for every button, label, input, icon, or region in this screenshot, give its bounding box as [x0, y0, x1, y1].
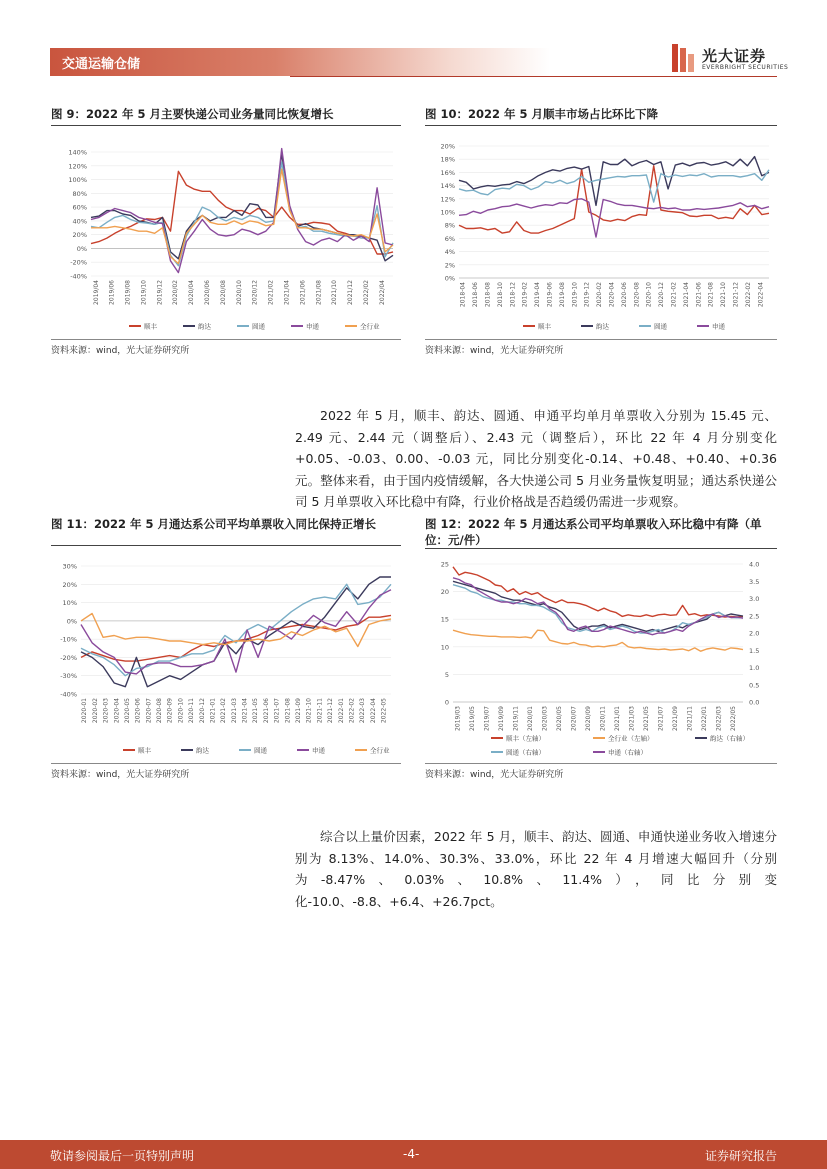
x-tick-label: 2021/09 — [671, 706, 679, 731]
x-tick-label: 2020/03 — [541, 706, 549, 731]
x-tick-label: 2020/04 — [188, 280, 196, 305]
x-tick-label: 2020-06 — [620, 282, 628, 308]
figure-12-bottom-rule — [425, 763, 777, 764]
x-tick-label: 2020-12 — [198, 698, 206, 724]
legend-label: 韵达 — [596, 322, 609, 331]
x-tick-label: 2018-06 — [472, 282, 480, 308]
x-tick-label: 2022/04 — [378, 280, 386, 305]
x-tick-label: 2019-02 — [521, 282, 529, 308]
x-tick-label: 2020-04 — [608, 282, 616, 308]
series-line — [91, 162, 393, 265]
y-tick-label: 20% — [72, 231, 87, 240]
y-tick-label: 14% — [440, 182, 455, 191]
x-tick-label: 2020/08 — [219, 280, 227, 305]
figure-9-bottom-rule — [51, 339, 401, 340]
x-tick-label: 2021-04 — [241, 698, 249, 724]
y-tick-label: -40% — [70, 272, 87, 281]
x-tick-label: 2021/02 — [267, 280, 275, 305]
x-tick-label: 2021/11 — [686, 706, 694, 731]
y-tick-label: 2% — [444, 261, 455, 270]
figure-10-title: 图 10：2022 年 5 月顺丰市场占比环比下降 — [425, 107, 659, 121]
y-right-tick-label: 2.0 — [749, 629, 760, 638]
y-tick-label: 15 — [440, 615, 449, 624]
y-tick-label: 25 — [440, 560, 449, 569]
x-tick-label: 2019-06 — [546, 282, 554, 308]
figure-11-source: 资料来源：wind，光大证券研究所 — [51, 770, 190, 780]
series-line — [453, 567, 743, 617]
x-tick-label: 2019/04 — [92, 280, 100, 305]
footer-report-type: 证券研究报告 — [704, 1149, 777, 1163]
y-tick-label: -10% — [60, 635, 77, 644]
x-tick-label: 2020/05 — [555, 706, 563, 731]
x-tick-label: 2021-09 — [295, 698, 302, 724]
y-right-tick-label: 3.0 — [749, 595, 760, 603]
figure-10-bottom-rule — [425, 339, 777, 340]
figure-11-bottom-rule — [51, 763, 401, 764]
x-tick-label: 2019/10 — [140, 280, 148, 305]
y-tick-label: 10% — [440, 208, 455, 217]
x-tick-label: 2022/02 — [362, 280, 370, 305]
figure-9-chart — [51, 130, 401, 338]
x-tick-label: 2020-10 — [177, 698, 185, 724]
x-tick-label: 2021/10 — [331, 280, 339, 305]
y-tick-label: 10 — [440, 643, 449, 652]
y-tick-label: -40% — [60, 690, 77, 699]
x-tick-label: 2020-03 — [102, 698, 110, 724]
x-tick-label: 2021/04 — [283, 280, 291, 305]
y-tick-label: 18% — [440, 155, 455, 164]
x-tick-label: 2021-02 — [220, 698, 228, 724]
x-tick-label: 2021-02 — [670, 282, 678, 308]
x-tick-label: 2019-10 — [571, 282, 579, 308]
x-tick-label: 2018-04 — [459, 282, 467, 308]
x-tick-label: 2022-01 — [337, 698, 345, 724]
series-line — [459, 170, 769, 202]
x-tick-label: 2021-06 — [262, 698, 270, 724]
x-tick-label: 2021/05 — [642, 706, 650, 731]
legend-label: 圆通 — [252, 322, 265, 331]
y-tick-label: 20% — [440, 142, 455, 151]
x-tick-label: 2021/03 — [628, 706, 636, 731]
y-tick-label: 140% — [68, 148, 87, 157]
x-tick-label: 2021-10 — [720, 282, 728, 308]
x-tick-label: 2021-06 — [695, 282, 703, 308]
legend-label: 申通 — [312, 746, 325, 755]
x-tick-label: 2021-10 — [305, 698, 313, 724]
y-tick-label: 6% — [444, 234, 455, 243]
x-tick-label: 2021-08 — [707, 282, 715, 308]
x-tick-label: 2018-08 — [484, 282, 492, 308]
y-tick-label: 120% — [68, 162, 87, 171]
series-line — [81, 584, 391, 675]
legend-label: 圆通（右轴） — [506, 748, 545, 757]
paragraph-business-revenue — [295, 826, 777, 912]
brand-name: 光大证券 — [702, 47, 767, 65]
x-tick-label: 2020/01 — [526, 706, 534, 731]
x-tick-label: 2019/03 — [454, 706, 462, 731]
y-right-tick-label: 1.5 — [749, 646, 760, 655]
x-tick-label: 2021/07 — [657, 706, 665, 731]
x-tick-label: 2020/10 — [235, 280, 243, 305]
y-right-tick-label: 4.0 — [749, 560, 760, 569]
x-tick-label: 2020/07 — [570, 706, 578, 731]
figure-12-rule — [425, 548, 777, 549]
y-right-tick-label: 2.5 — [749, 612, 760, 621]
legend-label: 顺丰（左轴） — [506, 734, 545, 743]
x-tick-label: 2022-04 — [369, 698, 377, 724]
y-tick-label: 16% — [440, 168, 455, 177]
x-tick-label: 2020-11 — [188, 698, 196, 724]
x-tick-label: 2020-09 — [166, 698, 174, 724]
x-tick-label: 2022-05 — [380, 698, 388, 724]
legend-label: 韵达（右轴） — [710, 734, 749, 743]
x-tick-label: 2020-08 — [156, 698, 164, 724]
legend-label: 全行业 — [360, 322, 380, 331]
x-tick-label: 2019-04 — [534, 282, 542, 308]
legend-label: 顺丰 — [138, 746, 151, 755]
x-tick-label: 2022/01 — [700, 706, 708, 731]
y-tick-label: 80% — [72, 189, 87, 198]
y-right-tick-label: 0.0 — [749, 698, 760, 707]
y-tick-label: 5 — [444, 670, 449, 679]
x-tick-label: 2020-10 — [645, 282, 653, 308]
x-tick-label: 2021-03 — [230, 698, 238, 724]
y-tick-label: 12% — [440, 195, 455, 204]
series-line — [453, 630, 743, 651]
brand-logo-icon — [672, 44, 694, 72]
x-tick-label: 2019-12 — [583, 282, 591, 308]
y-tick-label: 60% — [72, 203, 87, 212]
legend-label: 圆通 — [254, 746, 267, 755]
figure-12-source: 资料来源：wind，光大证券研究所 — [425, 770, 564, 780]
x-tick-label: 2021-11 — [316, 698, 324, 724]
figure-9-source: 资料来源：wind，光大证券研究所 — [51, 346, 190, 356]
x-tick-label: 2020/02 — [172, 280, 180, 305]
legend-label: 申通（右轴） — [608, 748, 647, 757]
x-tick-label: 2021-05 — [252, 698, 260, 724]
y-tick-label: 0% — [66, 617, 77, 626]
x-tick-label: 2019/11 — [512, 706, 520, 731]
x-tick-label: 2022/03 — [715, 706, 723, 731]
x-tick-label: 2021/12 — [347, 280, 355, 305]
legend-label: 顺丰 — [144, 322, 157, 331]
series-line — [91, 171, 393, 254]
figure-9-title: 图 9：2022 年 5 月主要快递公司业务量同比恢复增长 — [51, 107, 334, 121]
figure-12-chart — [425, 552, 777, 762]
page-footer — [0, 1140, 827, 1169]
y-tick-label: 0% — [444, 274, 455, 283]
paragraph-text: 综合以上量价因素，2022 年 5 月，顺丰、韵达、圆通、申通快递业务收入增速分别为 8.13%、14.0%、30.3%、33.0%，环比 22 年 4 月增速大幅回升（分别为-8.47%、0.03%、10.8%、11.4%），同比分别变化-10.0、-8.8、+6.4、+26.7pct。 — [295, 829, 777, 909]
y-tick-label: -20% — [70, 258, 87, 267]
figure-11-chart — [51, 550, 401, 762]
x-tick-label: 2021-04 — [682, 282, 690, 308]
x-tick-label: 2022-03 — [359, 698, 367, 724]
y-tick-label: 100% — [68, 176, 87, 185]
y-tick-label: 20% — [62, 580, 77, 589]
y-tick-label: 30% — [62, 562, 77, 571]
page-number: -4- — [403, 1147, 420, 1161]
x-tick-label: 2019-08 — [558, 282, 566, 308]
x-tick-label: 2021-08 — [284, 698, 292, 724]
y-tick-label: 10% — [62, 599, 77, 608]
legend-label: 全行业 — [370, 746, 390, 755]
section-title: 交通运输仓储 — [62, 57, 141, 72]
x-tick-label: 2021/01 — [613, 706, 621, 731]
legend-label: 圆通 — [654, 322, 667, 331]
y-tick-label: -30% — [60, 672, 77, 681]
figure-12-title: 图 12：2022 年 5 月通达系公司平均单票收入环比稳中有降（单位：元/件） — [425, 517, 762, 547]
x-tick-label: 2022/05 — [729, 706, 737, 731]
footer-disclaimer: 敬请参阅最后一页特别声明 — [50, 1149, 195, 1163]
x-tick-label: 2020/06 — [204, 280, 212, 305]
x-tick-label: 2019/06 — [108, 280, 116, 305]
x-tick-label: 2019/12 — [156, 280, 164, 305]
series-line — [81, 614, 391, 647]
x-tick-label: 2019/07 — [483, 706, 491, 731]
x-tick-label: 2020-07 — [145, 698, 153, 724]
paragraph-unit-revenue — [295, 405, 777, 513]
x-tick-label: 2020-12 — [658, 282, 666, 308]
y-right-tick-label: 3.5 — [749, 577, 760, 586]
series-line — [459, 157, 769, 206]
x-tick-label: 2020-05 — [123, 698, 131, 724]
legend-label: 申通 — [712, 322, 725, 331]
y-right-tick-label: 0.5 — [749, 681, 760, 690]
y-tick-label: 20 — [440, 588, 449, 597]
x-tick-label: 2021-01 — [209, 698, 217, 724]
legend-label: 全行业（左轴） — [608, 734, 654, 743]
x-tick-label: 2021/08 — [315, 280, 323, 305]
x-tick-label: 2022-02 — [744, 282, 752, 308]
legend-label: 顺丰 — [538, 322, 551, 331]
x-tick-label: 2020/11 — [599, 706, 607, 731]
x-tick-label: 2021-12 — [327, 698, 335, 724]
figure-9-rule — [51, 125, 401, 126]
y-tick-label: -20% — [60, 653, 77, 662]
x-tick-label: 2020-08 — [633, 282, 641, 308]
x-tick-label: 2019/08 — [124, 280, 132, 305]
x-tick-label: 2022-04 — [757, 282, 765, 308]
legend-label: 申通 — [306, 322, 319, 331]
legend-label: 韵达 — [196, 746, 209, 755]
x-tick-label: 2020-01 — [81, 698, 89, 724]
x-tick-label: 2018-10 — [496, 282, 504, 308]
x-tick-label: 2021/06 — [299, 280, 307, 305]
x-tick-label: 2020-02 — [91, 698, 99, 724]
brand-name-en: EVERBRIGHT SECURITIES — [702, 64, 789, 71]
y-tick-label: 0 — [444, 698, 449, 707]
x-tick-label: 2019/09 — [497, 706, 505, 731]
x-tick-label: 2022-02 — [348, 698, 356, 724]
x-tick-label: 2020/09 — [584, 706, 592, 731]
x-tick-label: 2020/12 — [251, 280, 259, 305]
x-tick-label: 2020-02 — [596, 282, 604, 308]
figure-11-rule — [51, 545, 401, 546]
header-rule — [290, 76, 777, 77]
y-tick-label: 4% — [444, 248, 455, 257]
legend-label: 韵达 — [198, 322, 211, 331]
paragraph-text: 2022 年 5 月，顺丰、韵达、圆通、申通平均单月单票收入分别为 15.45 元、2.49 元、2.44 元（调整后）、2.43 元（调整后），环比 22 年 4 月分别变化+0.05、-0.03、0.00、-0.03 元，同比分别变化-0.14、+0.48、+0.40、+0.36 元。整体来看，由于国内疫情缓解，各大快递公司 5 月业务量恢复明显；通达系快递公司 5 月单票收入环比稳中有降，行业价格战是否趋缓仍需进一步观察。 — [295, 408, 777, 509]
y-right-tick-label: 1.0 — [749, 664, 760, 672]
y-tick-label: 40% — [72, 217, 87, 226]
x-tick-label: 2020-04 — [113, 698, 121, 724]
x-tick-label: 2020-06 — [134, 698, 142, 724]
series-line — [453, 581, 743, 631]
x-tick-label: 2019/05 — [468, 706, 476, 731]
figure-10-source: 资料来源：wind，光大证券研究所 — [425, 346, 564, 356]
figure-10-chart — [425, 130, 777, 338]
figure-11-title: 图 11：2022 年 5 月通达系公司平均单票收入同比保持正增长 — [51, 517, 377, 531]
y-tick-label: 0% — [76, 244, 87, 253]
x-tick-label: 2018-12 — [509, 282, 517, 308]
y-tick-label: 8% — [444, 221, 455, 230]
figure-10-rule — [425, 125, 777, 126]
x-tick-label: 2021-07 — [273, 698, 281, 724]
x-tick-label: 2021-12 — [732, 282, 740, 308]
